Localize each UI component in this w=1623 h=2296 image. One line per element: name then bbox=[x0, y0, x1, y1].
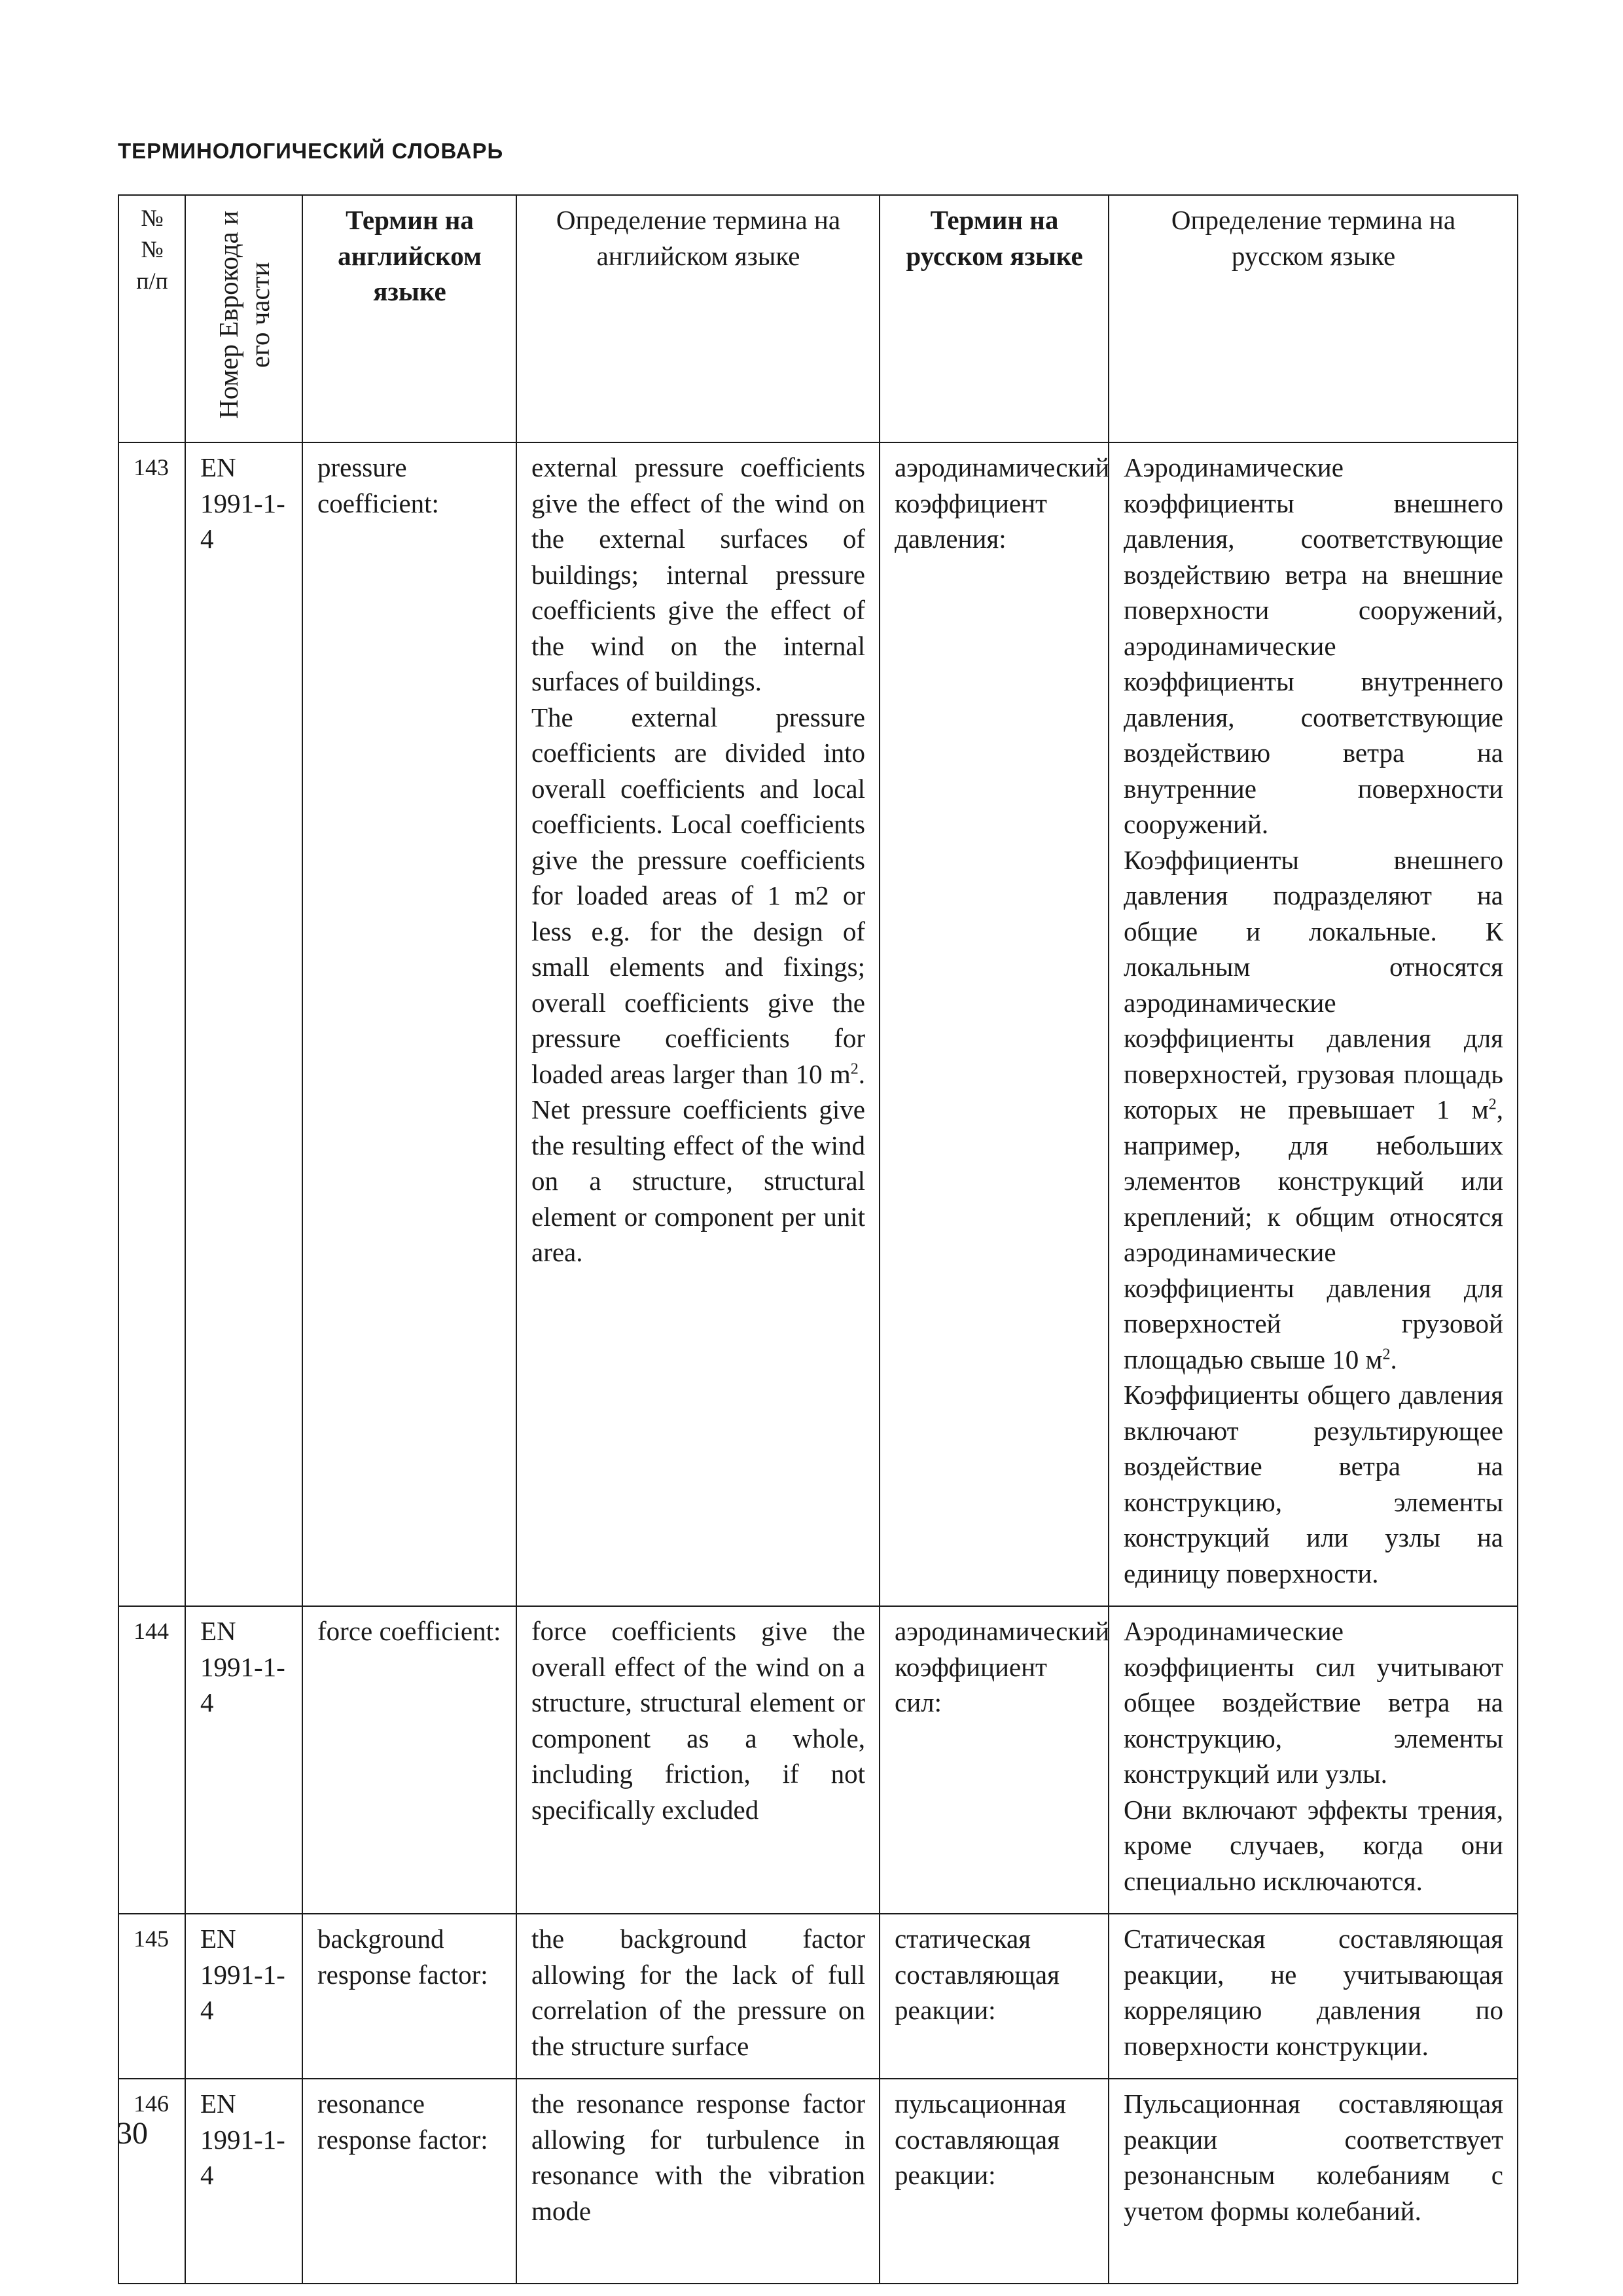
running-header: ТЕРМИНОЛОГИЧЕСКИЙ СЛОВАРЬ bbox=[118, 139, 504, 163]
eurocode-number: EN 1991-1-4 bbox=[185, 2079, 302, 2284]
russian-definition-paragraph: Аэродинамические коэффициенты сил учитывают общее воздействие ветра на конструкцию, элементы конструкций или узлы. bbox=[1124, 1616, 1503, 1789]
eurocode-number: EN 1991-1-4 bbox=[185, 1914, 302, 2079]
col-header-num: №№ п/п bbox=[118, 195, 185, 442]
col-header-ru-def: Определение термина на русском языке bbox=[1109, 195, 1518, 442]
english-term: force coefficient: bbox=[302, 1606, 516, 1914]
col-header-en-term: Термин на английском языке bbox=[302, 195, 516, 442]
table-row bbox=[118, 2079, 1518, 2284]
english-definition-paragraph: force coefficients give the overall effect of the wind on a structure, structural element or component as a whole, including friction, if not specifically excluded bbox=[531, 1616, 865, 1825]
row-number: 143 bbox=[118, 442, 185, 1606]
russian-term: пульсационная составляющая реакции: bbox=[880, 2079, 1109, 2284]
russian-term: статическая составляющая реакции: bbox=[880, 1914, 1109, 2079]
english-definition-paragraph: external pressure coefficients give the effect of the wind on the external surfaces of buildings; internal pressure coefficients give the effect of the wind on the internal surfaces of buildings. bbox=[531, 452, 865, 696]
english-term: background response factor: bbox=[302, 1914, 516, 2079]
english-definition bbox=[516, 442, 880, 1606]
row-number: 144 bbox=[118, 1606, 185, 1914]
russian-definition bbox=[1109, 1914, 1518, 2079]
table-row bbox=[118, 1606, 1518, 1914]
english-definition-paragraph: The external pressure coefficients are divided into overall coefficients and local coefficients. Local coefficients give the pressure coefficients for loaded areas of 1 m2 or less e.g. for the design of small elements and fixings; overall coefficients give the pressure coefficients for loaded areas larger than 10 $m^2$. Net pressure coefficients give the resulting effect of the wind on a structure, structural element or component per unit area. bbox=[531, 702, 865, 1267]
russian-term: аэродинамический коэффициент сил: bbox=[880, 1606, 1109, 1914]
table-row bbox=[118, 1914, 1518, 2079]
row-number: 145 bbox=[118, 1914, 185, 2079]
russian-definition-paragraph: Они включают эффекты трения, кроме случаев, когда они специально исключаются. bbox=[1124, 1794, 1503, 1896]
russian-definition-paragraph: Статическая составляющая реакции, не учитывающая корреляцию давления по поверхности конструкции. bbox=[1124, 1924, 1503, 2061]
col-header-ru-term: Термин на русском языке bbox=[880, 195, 1109, 442]
russian-definition-paragraph: Коэффициенты внешнего давления подразделяют на общие и локальные. К локальным относятся аэродинамические коэффициенты давления для поверхностей, грузовая площадь которых не превышает 1 $м^2$, например, для небольших элементов конструкций или креплений; к общим относятся аэродинамические коэффициенты давления для поверхностей грузовой площадью свыше 10 $м^2$. bbox=[1124, 844, 1503, 1374]
english-definition bbox=[516, 2079, 880, 2284]
english-term: pressure coefficient: bbox=[302, 442, 516, 1606]
russian-definition bbox=[1109, 442, 1518, 1606]
russian-definition-paragraph: Пульсационная составляющая реакции соответствует резонансным колебаниям с учетом формы колебаний. bbox=[1124, 2089, 1503, 2226]
english-term: resonance response factor: bbox=[302, 2079, 516, 2284]
english-definition bbox=[516, 1914, 880, 2079]
table-row bbox=[118, 442, 1518, 1606]
row-number: 146 bbox=[118, 2079, 185, 2284]
russian-definition-paragraph: Аэродинамические коэффициенты внешнего давления, соответствующие воздействию ветра на внешние поверхности сооружений, аэродинамические коэффициенты внутреннего давления, соответствующие воздействию ветра на внутренние поверхности сооружений. bbox=[1124, 452, 1503, 839]
col-header-code-text: Номер Еврокода и его части bbox=[213, 210, 275, 420]
english-definition bbox=[516, 1606, 880, 1914]
russian-definition bbox=[1109, 2079, 1518, 2284]
table-header-row bbox=[118, 195, 1518, 442]
eurocode-number: EN 1991-1-4 bbox=[185, 442, 302, 1606]
col-header-en-def: Определение термина на английском языке bbox=[516, 195, 880, 442]
english-definition-paragraph: the background factor allowing for the lack of full correlation of the pressure on the structure surface bbox=[531, 1924, 865, 2061]
eurocode-number: EN 1991-1-4 bbox=[185, 1606, 302, 1914]
glossary-table bbox=[118, 194, 1518, 2284]
col-header-code bbox=[185, 195, 302, 442]
english-definition-paragraph: the resonance response factor allowing for turbulence in resonance with the vibration mode bbox=[531, 2089, 865, 2226]
russian-term: аэродинамический коэффициент давления: bbox=[880, 442, 1109, 1606]
russian-definition bbox=[1109, 1606, 1518, 1914]
russian-definition-paragraph: Коэффициенты общего давления включают результирующее воздействие ветра на конструкцию, элементы конструкций или узлы на единицу поверхности. bbox=[1124, 1380, 1503, 1588]
page-number: 30 bbox=[116, 2116, 148, 2151]
